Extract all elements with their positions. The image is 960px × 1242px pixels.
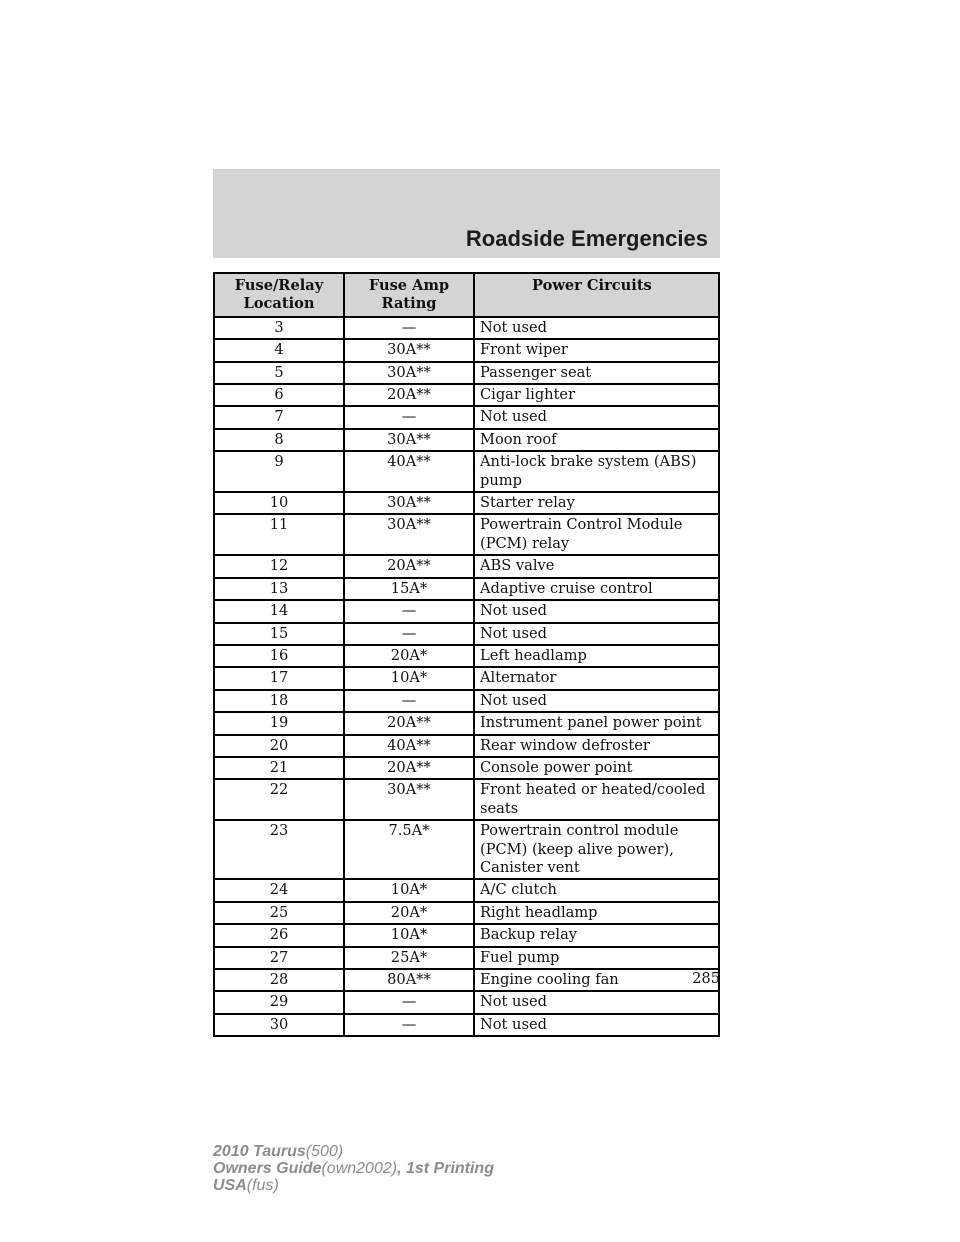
table-row (214, 514, 719, 555)
fuse-amp-cell: — (344, 600, 474, 622)
fuse-location-cell: 7 (214, 406, 344, 428)
fuse-amp-cell: 10A* (344, 667, 474, 689)
footer-model: 2010 Taurus (213, 1143, 306, 1160)
page-number: 285 (692, 970, 720, 987)
power-circuit-cell: Left headlamp (474, 645, 719, 667)
fuse-amp-cell: 10A* (344, 879, 474, 901)
fuse-amp-cell: 20A* (344, 645, 474, 667)
power-circuit-cell: Console power point (474, 757, 719, 779)
table-row (214, 578, 719, 600)
fuse-amp-cell: 7.5A* (344, 820, 474, 879)
fuse-amp-cell: — (344, 991, 474, 1013)
table-row (214, 406, 719, 428)
table-row (214, 555, 719, 577)
table-row (214, 1014, 719, 1036)
table-row (214, 600, 719, 622)
power-circuit-cell: Not used (474, 690, 719, 712)
table-row (214, 384, 719, 406)
footer-guide: Owners Guide (213, 1160, 322, 1177)
fuse-amp-cell: 20A** (344, 757, 474, 779)
table-row (214, 712, 719, 734)
table-row (214, 924, 719, 946)
power-circuit-cell: Cigar lighter (474, 384, 719, 406)
fuse-location-cell: 26 (214, 924, 344, 946)
fuse-location-cell: 17 (214, 667, 344, 689)
header-fuse-amp-rating: Fuse Amp Rating (344, 273, 474, 317)
fuse-amp-cell: — (344, 623, 474, 645)
power-circuit-cell: Starter relay (474, 492, 719, 514)
table-row (214, 757, 719, 779)
fuse-location-cell: 15 (214, 623, 344, 645)
fuse-location-cell: 30 (214, 1014, 344, 1036)
fuse-location-cell: 12 (214, 555, 344, 577)
fuse-location-cell: 5 (214, 362, 344, 384)
fuse-location-cell: 13 (214, 578, 344, 600)
fuse-location-cell: 24 (214, 879, 344, 901)
power-circuit-cell: Adaptive cruise control (474, 578, 719, 600)
table-row (214, 947, 719, 969)
fuse-amp-cell: 20A* (344, 902, 474, 924)
power-circuit-cell: Backup relay (474, 924, 719, 946)
fuse-location-cell: 11 (214, 514, 344, 555)
fuse-location-cell: 27 (214, 947, 344, 969)
footer-line-3 (213, 1177, 494, 1194)
table-row (214, 339, 719, 361)
power-circuit-cell: Not used (474, 600, 719, 622)
table-row (214, 735, 719, 757)
power-circuit-cell: Front heated or heated/cooled seats (474, 779, 719, 820)
footer-line-2 (213, 1160, 494, 1177)
section-title: Roadside Emergencies (465, 226, 708, 251)
fuse-amp-cell: — (344, 317, 474, 339)
table-row (214, 492, 719, 514)
table-row (214, 623, 719, 645)
fuse-amp-cell: 30A** (344, 492, 474, 514)
fuse-location-cell: 19 (214, 712, 344, 734)
power-circuit-cell: A/C clutch (474, 879, 719, 901)
table-row (214, 667, 719, 689)
table-row (214, 991, 719, 1013)
table-row (214, 362, 719, 384)
table-row (214, 451, 719, 492)
table-row (214, 969, 719, 991)
power-circuit-cell: Not used (474, 406, 719, 428)
fuse-amp-cell: 40A** (344, 735, 474, 757)
fuse-table-body (214, 317, 719, 1036)
power-circuit-cell: Not used (474, 991, 719, 1013)
fuse-location-cell: 10 (214, 492, 344, 514)
fuse-amp-cell: 30A** (344, 779, 474, 820)
fuse-amp-cell: — (344, 690, 474, 712)
table-row (214, 645, 719, 667)
fuse-amp-cell: — (344, 1014, 474, 1036)
power-circuit-cell: Fuel pump (474, 947, 719, 969)
power-circuit-cell: Not used (474, 1014, 719, 1036)
power-circuit-cell: Powertrain Control Module (PCM) relay (474, 514, 719, 555)
table-row (214, 690, 719, 712)
footer-line-1 (213, 1143, 494, 1160)
fuse-location-cell: 8 (214, 429, 344, 451)
fuse-location-cell: 23 (214, 820, 344, 879)
header-power-circuits: Power Circuits (474, 273, 719, 317)
table-row (214, 879, 719, 901)
power-circuit-cell: Alternator (474, 667, 719, 689)
fuse-table-header-row (214, 273, 719, 317)
power-circuit-cell: Powertrain control module (PCM) (keep alive power), Canister vent (474, 820, 719, 879)
table-row (214, 820, 719, 879)
footer-region-code: (fus) (246, 1177, 279, 1194)
power-circuit-cell: Not used (474, 623, 719, 645)
fuse-location-cell: 3 (214, 317, 344, 339)
fuse-location-cell: 29 (214, 991, 344, 1013)
fuse-amp-cell: 30A** (344, 514, 474, 555)
fuse-amp-cell: 30A** (344, 339, 474, 361)
fuse-location-cell: 25 (214, 902, 344, 924)
section-header-band (213, 169, 720, 258)
power-circuit-cell: Engine cooling fan (474, 969, 719, 991)
fuse-amp-cell: 10A* (344, 924, 474, 946)
footer-print-info (213, 1143, 494, 1194)
power-circuit-cell: Passenger seat (474, 362, 719, 384)
fuse-amp-cell: — (344, 406, 474, 428)
fuse-location-cell: 14 (214, 600, 344, 622)
fuse-amp-cell: 25A* (344, 947, 474, 969)
power-circuit-cell: Rear window defroster (474, 735, 719, 757)
power-circuit-cell: Instrument panel power point (474, 712, 719, 734)
fuse-amp-cell: 40A** (344, 451, 474, 492)
power-circuit-cell: ABS valve (474, 555, 719, 577)
fuse-location-cell: 18 (214, 690, 344, 712)
fuse-amp-cell: 20A** (344, 712, 474, 734)
power-circuit-cell: Anti-lock brake system (ABS) pump (474, 451, 719, 492)
footer-printing: , 1st Printing (397, 1160, 494, 1177)
table-row (214, 779, 719, 820)
table-row (214, 317, 719, 339)
fuse-amp-cell: 30A** (344, 362, 474, 384)
power-circuit-cell: Not used (474, 317, 719, 339)
power-circuit-cell: Front wiper (474, 339, 719, 361)
fuse-table-header (214, 273, 719, 317)
fuse-amp-cell: 20A** (344, 384, 474, 406)
fuse-amp-cell: 20A** (344, 555, 474, 577)
table-row (214, 902, 719, 924)
fuse-location-cell: 22 (214, 779, 344, 820)
footer-model-code: (500) (305, 1143, 344, 1160)
table-row (214, 429, 719, 451)
fuse-location-cell: 28 (214, 969, 344, 991)
fuse-amp-cell: 30A** (344, 429, 474, 451)
fuse-location-cell: 9 (214, 451, 344, 492)
power-circuit-cell: Right headlamp (474, 902, 719, 924)
fuse-location-cell: 6 (214, 384, 344, 406)
fuse-amp-cell: 80A** (344, 969, 474, 991)
fuse-location-cell: 21 (214, 757, 344, 779)
footer-region: USA (213, 1177, 247, 1194)
footer-guide-code: (own2002) (321, 1160, 398, 1177)
fuse-amp-cell: 15A* (344, 578, 474, 600)
fuse-table (213, 272, 720, 1037)
fuse-location-cell: 16 (214, 645, 344, 667)
power-circuit-cell: Moon roof (474, 429, 719, 451)
fuse-location-cell: 4 (214, 339, 344, 361)
fuse-location-cell: 20 (214, 735, 344, 757)
header-fuse-relay-location: Fuse/Relay Location (214, 273, 344, 317)
